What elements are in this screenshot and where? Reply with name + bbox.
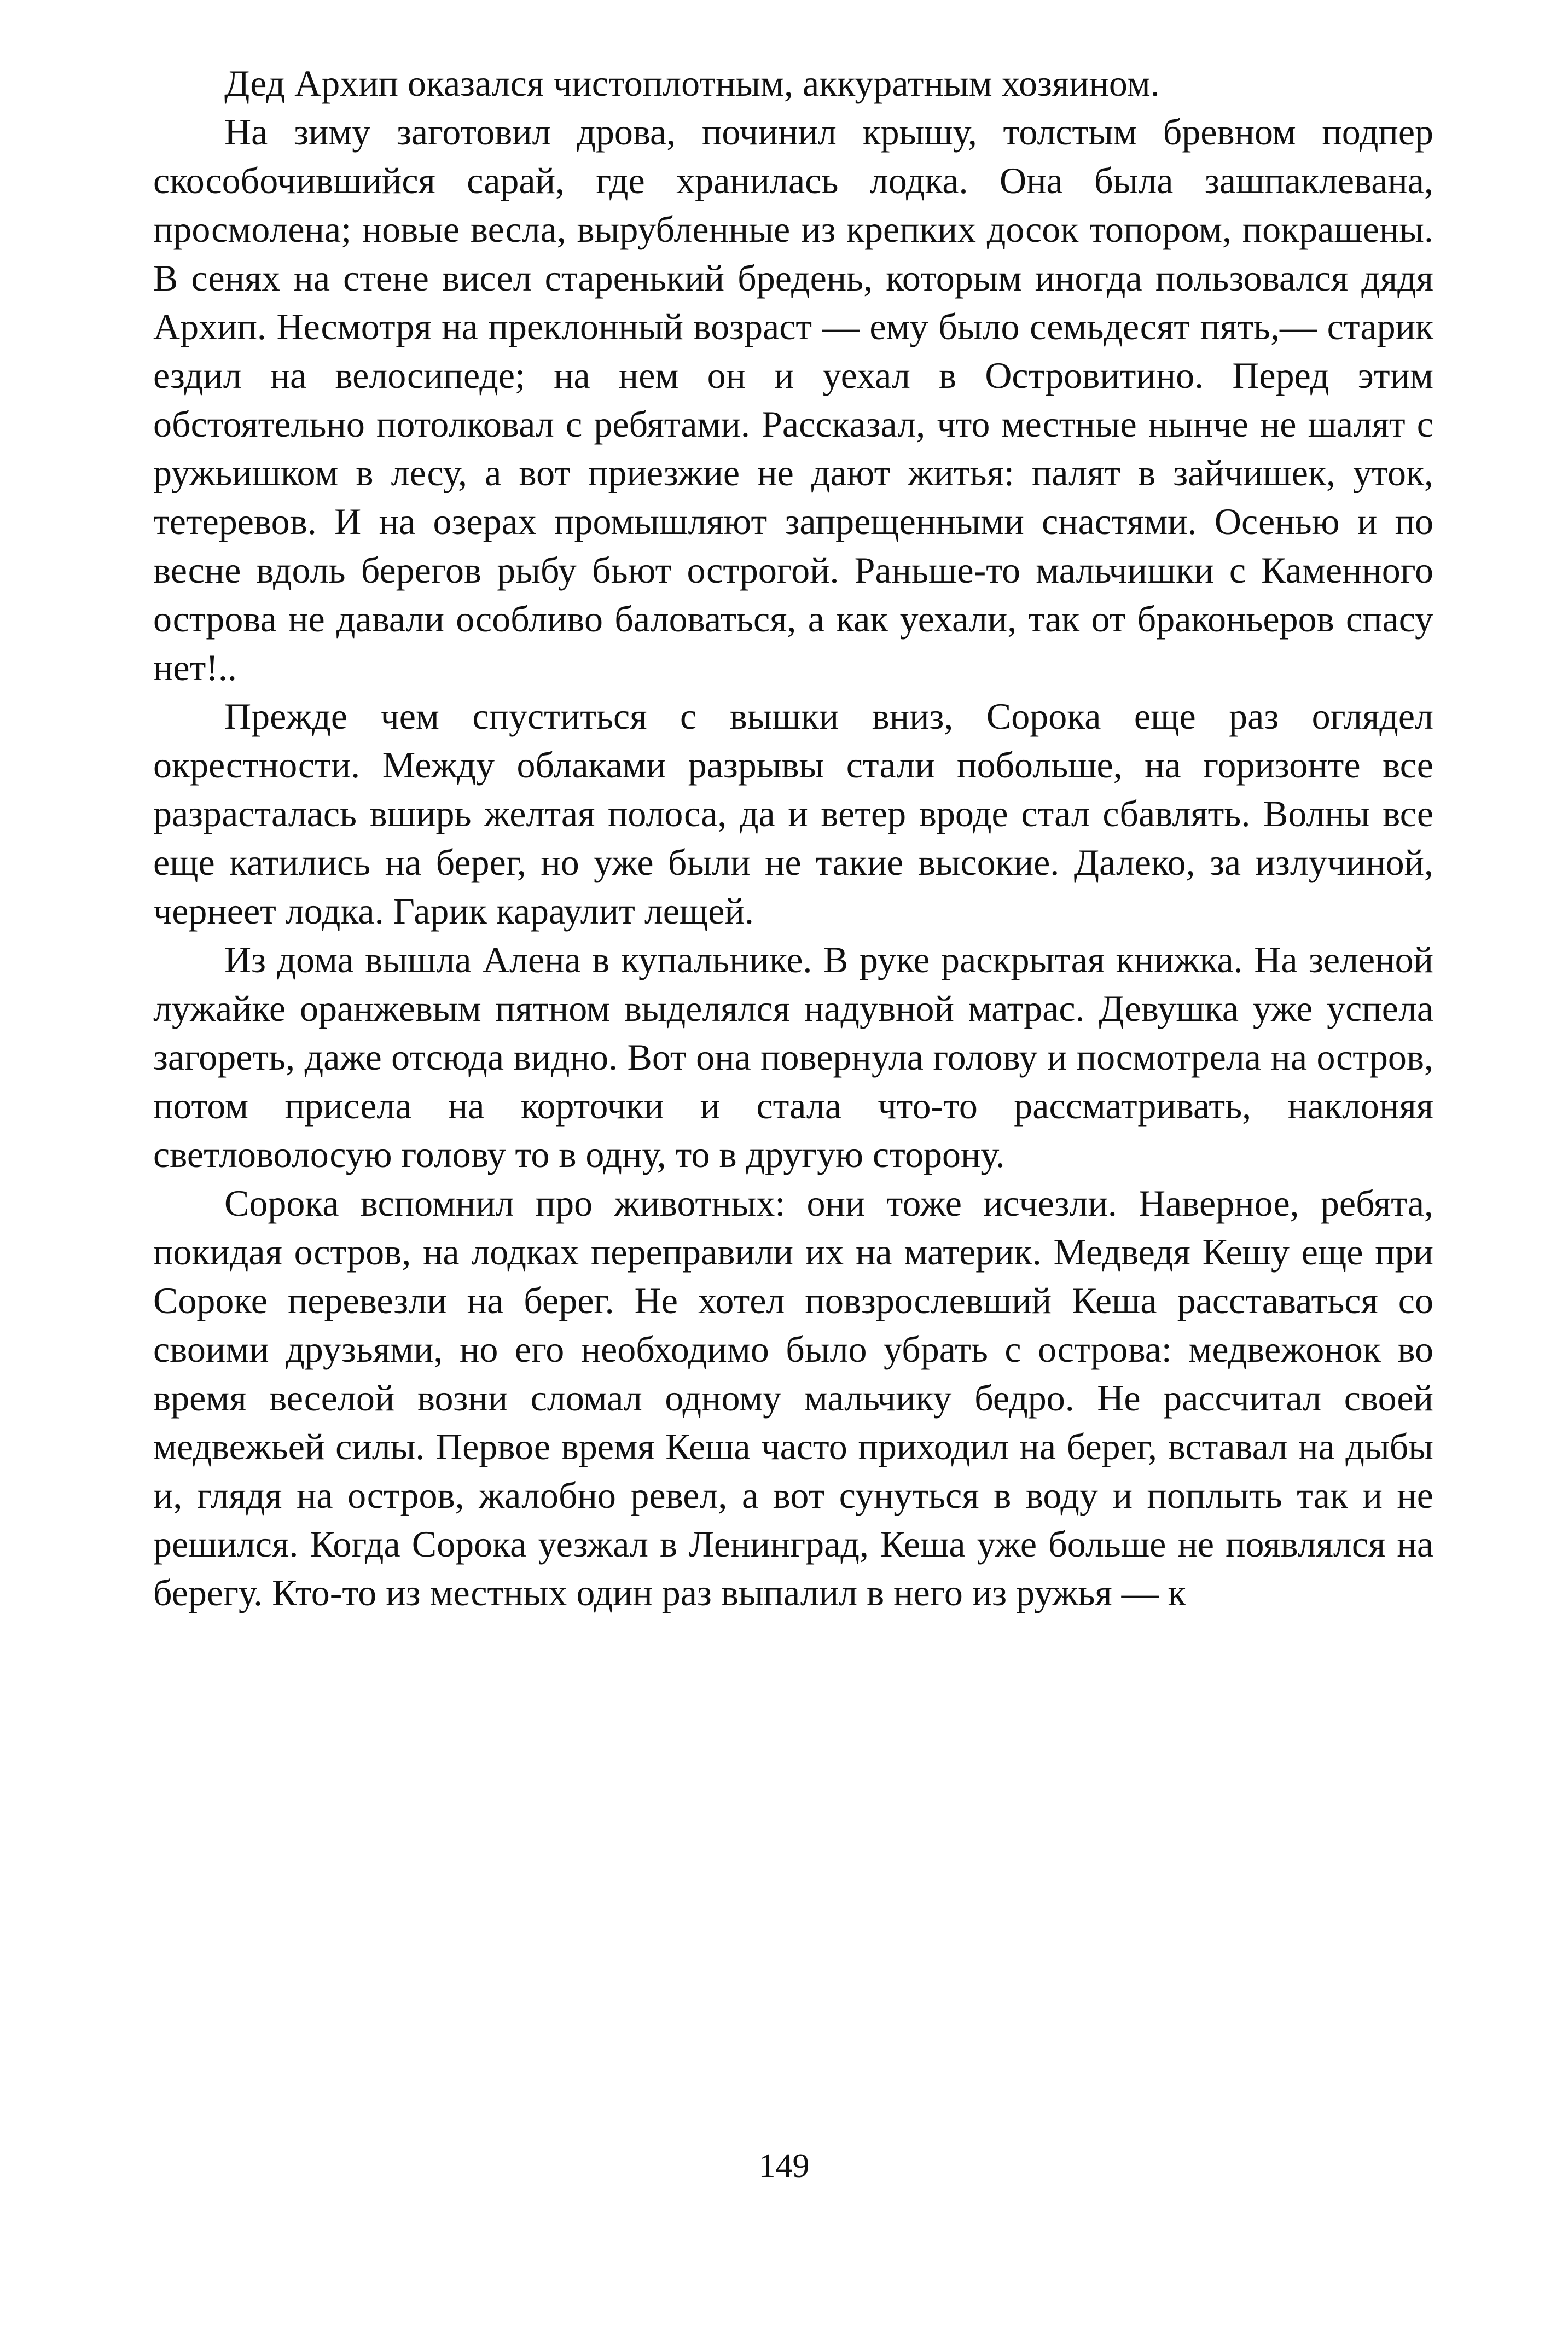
paragraph: Дед Архип оказался чистоплотным, аккуратным хозяином. xyxy=(224,62,1160,104)
paragraph: Прежде чем спуститься с вышки вниз, Сорока еще раз оглядел окрестности. Между облаками разрывы стали побольше, на горизонте все разрасталась вширь желтая полоса, да и ветер вроде стал сбавлять. Волны все еще катились на берег, но уже были не такие высокие. Далеко, за излучиной, чернеет лодка. Гарик караулит лещей. xyxy=(153,695,1433,932)
body-text xyxy=(153,59,1433,1617)
page-number: 149 xyxy=(758,2147,810,2185)
paragraph: Из дома вышла Алена в купальнике. В руке раскрытая книжка. На зеленой лужайке оранжевым пятном выделялся надувной матрас. Девушка уже успела загореть, даже отсюда видно. Вот она повернула голову и посмотрела на остров, потом присела на корточки и стала что-то рассматривать, наклоняя светловолосую голову то в одну, то в другую сторону. xyxy=(153,939,1433,1175)
paragraph: Сорока вспомнил про животных: они тоже исчезли. Наверное, ребята, покидая остров, на лодках переправили их на материк. Медведя Кешу еще при Сороке перевезли на берег. Не хотел повзрослевший Кеша расставаться со своими друзьями, но его необходимо было убрать с острова: медвежонок во время веселой возни сломал одному мальчику бедро. Не рассчитал своей медвежьей силы. Первое время Кеша часто приходил на берег, вставал на дыбы и, глядя на остров, жалобно ревел, а вот сунуться в воду и поплыть так и не решился. Когда Сорока уезжал в Ленинград, Кеша уже больше не появлялся на берегу. Кто-то из местных один раз выпалил в него из ружья — к xyxy=(153,1182,1433,1613)
paragraph: На зиму заготовил дрова, починил крышу, толстым бревном подпер скособочившийся сарай, где хранилась лодка. Она была зашпаклевана, просмолена; новые весла, вырубленные из крепких досок топором, покрашены. В сенях на стене висел старенький бредень, которым иногда пользовался дядя Архип. Несмотря на преклонный возраст — ему было семьдесят пять,— старик ездил на велосипеде; на нем он и уехал в Островитино. Перед этим обстоятельно потолковал с ребятами. Рассказал, что местные нынче не шалят с ружьишком в лесу, а вот приезжие не дают житья: палят в зайчишек, уток, тетеревов. И на озерах промышляют запрещенными снастями. Осенью и по весне вдоль берегов рыбу бьют острогой. Раньше-то мальчишки с Каменного острова не давали особливо баловаться, а как уехали, так от браконьеров спасу нет!.. xyxy=(153,111,1433,688)
